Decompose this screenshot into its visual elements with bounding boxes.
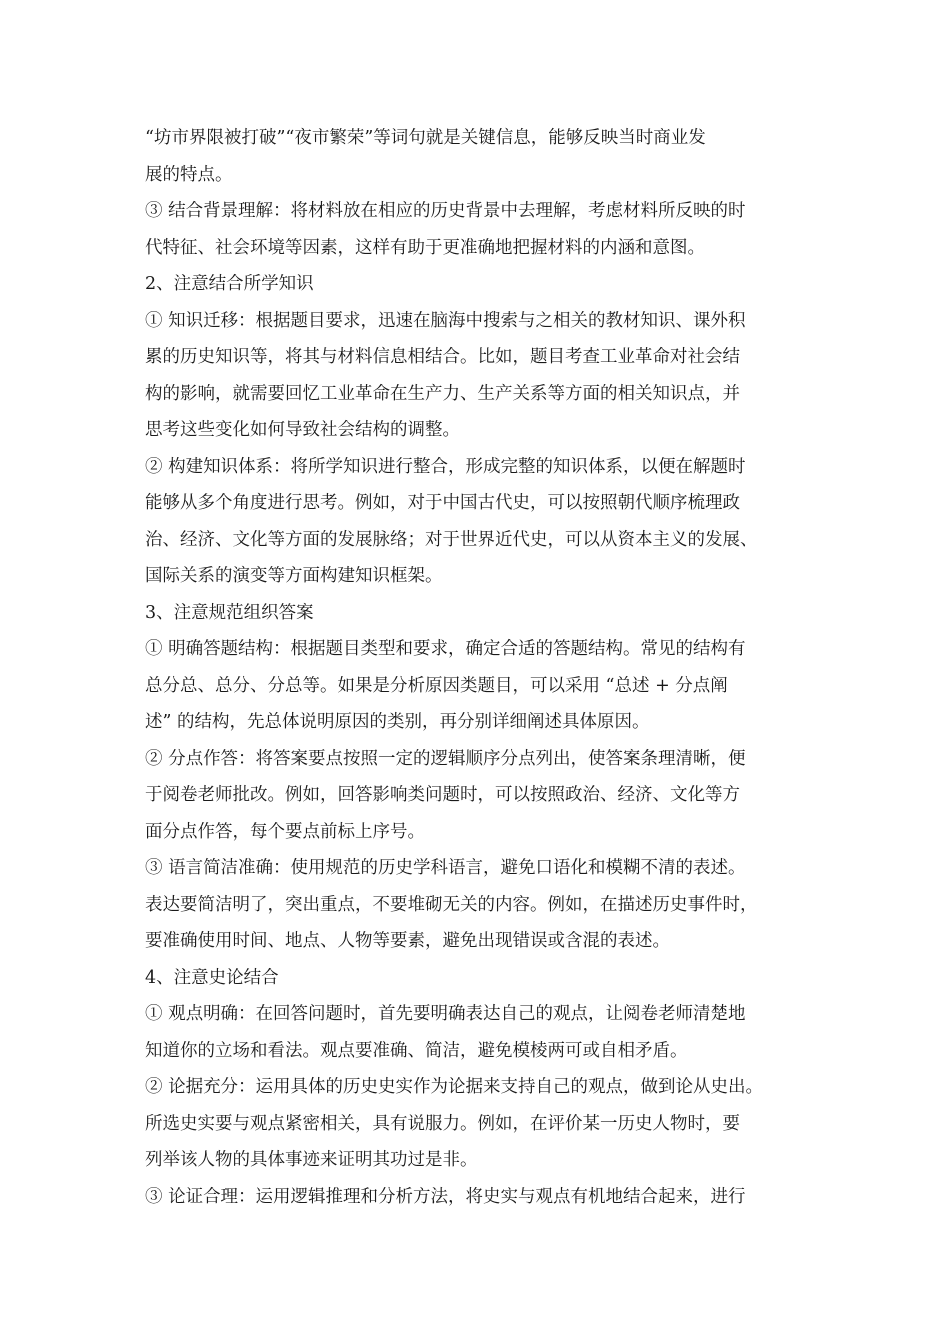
text-line: ③ 结合背景理解：将材料放在相应的历史背景中去理解，考虑材料所反映的时 xyxy=(145,201,746,221)
text-line: ① 知识迁移：根据题目要求，迅速在脑海中搜索与之相关的教材知识、课外积 xyxy=(145,310,746,331)
text-line: “坊市界限被打破”“夜市繁荣”等词句就是关键信息，能够反映当时商业发 xyxy=(145,128,706,148)
text-line: 面分点作答，每个要点前标上序号。 xyxy=(145,821,425,842)
text-line: 思考这些变化如何导致社会结构的调整。 xyxy=(145,420,460,440)
text-line: ③ 论证合理：运用逻辑推理和分析方法，将史实与观点有机地结合起来，进行 xyxy=(145,1186,746,1207)
text-line: ② 分点作答：将答案要点按照一定的逻辑顺序分点列出，使答案条理清晰，便 xyxy=(145,748,746,769)
text-line: 所选史实要与观点紧密相关，具有说服力。例如，在评价某一历史人物时，要 xyxy=(145,1113,740,1134)
text-line: 累的历史知识等，将其与材料信息相结合。比如，题目考查工业革命对社会结 xyxy=(145,347,740,367)
text-line: 治、经济、文化等方面的发展脉络；对于世界近代史，可以从资本主义的发展、 xyxy=(145,529,758,550)
text-line: ① 明确答题结构：根据题目类型和要求，确定合适的答题结构。常见的结构有 xyxy=(145,639,746,659)
text-line: ③ 语言简洁准确：使用规范的历史学科语言，避免口语化和模糊不清的表述。 xyxy=(145,858,746,878)
section-heading: 4、注意史论结合 xyxy=(145,967,279,988)
text-line: ② 论据充分：运用具体的历史史实作为论据来支持自己的观点，做到论从史出。 xyxy=(145,1077,764,1097)
text-line: 表达要简洁明了，突出重点，不要堆砌无关的内容。例如，在描述历史事件时， xyxy=(145,894,758,915)
text-line: 述” 的结构，先总体说明原因的类别，再分别详细阐述具体原因。 xyxy=(145,712,650,732)
text-line: 展的特点。 xyxy=(145,164,233,185)
text-line: ① 观点明确：在回答问题时，首先要明确表达自己的观点，让阅卷老师清楚地 xyxy=(145,1004,746,1024)
section-heading: 2、注意结合所学知识 xyxy=(145,274,314,294)
text-line: 要准确使用时间、地点、人物等要素，避免出现错误或含混的表述。 xyxy=(145,931,670,951)
text-line: ② 构建知识体系：将所学知识进行整合，形成完整的知识体系，以便在解题时 xyxy=(145,456,746,477)
text-line: 知道你的立场和看法。观点要准确、简洁，避免模棱两可或自相矛盾。 xyxy=(145,1040,688,1061)
text-line: 总分总、总分、分总等。如果是分析原因类题目，可以采用 “总述 + 分点阐 xyxy=(145,675,728,696)
text-line: 构的影响，就需要回忆工业革命在生产力、生产关系等方面的相关知识点，并 xyxy=(145,383,740,404)
section-heading: 3、注意规范组织答案 xyxy=(145,602,314,623)
text-line: 能够从多个角度进行思考。例如，对于中国古代史，可以按照朝代顺序梳理政 xyxy=(145,493,740,513)
text-line: 代特征、社会环境等因素，这样有助于更准确地把握材料的内涵和意图。 xyxy=(145,237,705,258)
text-line: 列举该人物的具体事迹来证明其功过是非。 xyxy=(145,1150,478,1170)
text-line: 于阅卷老师批改。例如，回答影响类问题时，可以按照政治、经济、文化等方 xyxy=(145,785,740,805)
document-body xyxy=(145,120,825,1215)
text-line: 国际关系的演变等方面构建知识框架。 xyxy=(145,566,443,586)
